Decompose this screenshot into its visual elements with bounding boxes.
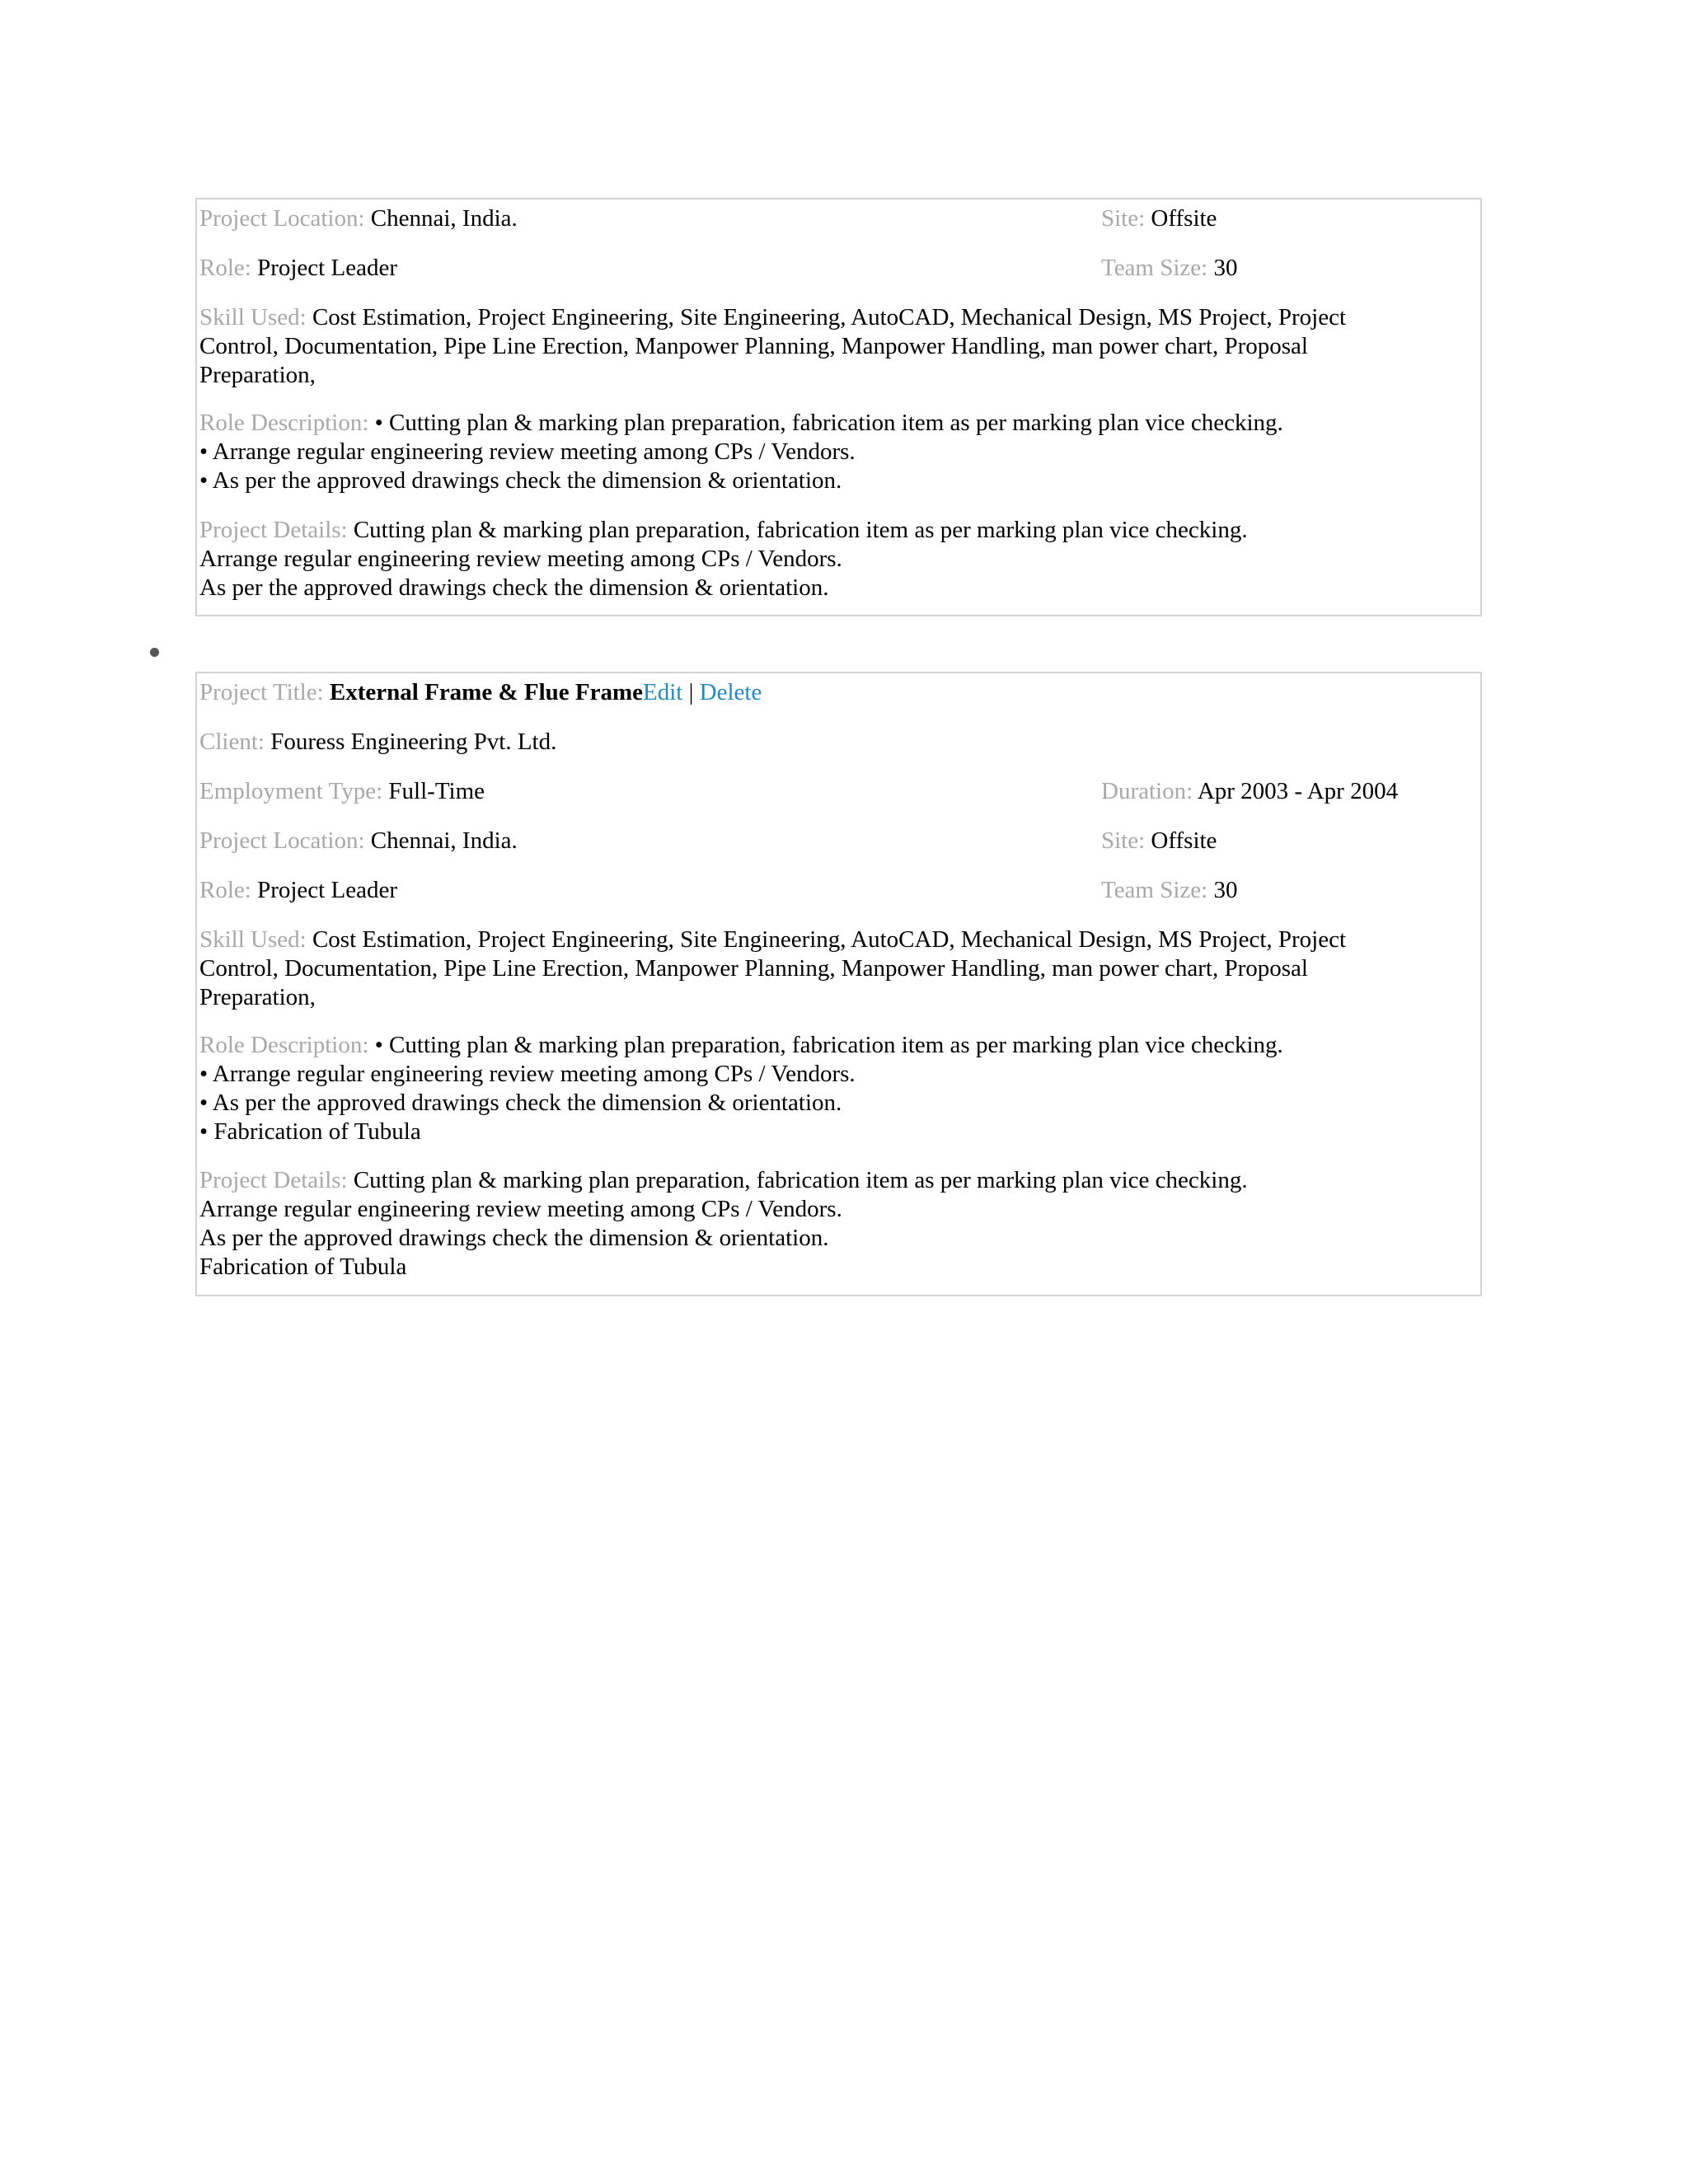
skill-used-label: Skill Used: [199,304,307,330]
team-size-label: Team Size: [1101,255,1208,281]
team-size-value: 30 [1213,877,1238,903]
skill-used-label: Skill Used: [199,926,307,953]
project-details-row [199,1166,1419,1282]
team-size-value: 30 [1213,255,1238,281]
project-details-line: Arrange regular engineering review meeting among CPs / Vendors. [199,546,842,572]
skill-used-value: Cost Estimation, Project Engineering, Site Engineering, AutoCAD, Mechanical Design, MS Project, Project Control, Documentation, Pipe Line Erection, Manpower Planning, Manpower Handling, man power chart, Proposal Preparation, [199,926,1347,1010]
skill-used-row [199,926,1419,1012]
project-location-label: Project Location: [199,827,365,854]
role-value: Project Leader [257,255,397,281]
role-row [199,876,397,905]
edit-link[interactable]: Edit [643,679,683,705]
skill-used-value: Cost Estimation, Project Engineering, Site Engineering, AutoCAD, Mechanical Design, MS Project, Project Control, Documentation, Pipe Line Erection, Manpower Planning, Manpower Handling, man power chart, Proposal Preparation, [199,304,1347,388]
team-size-label: Team Size: [1101,877,1208,903]
role-description-line: • As per the approved drawings check the dimension & orientation. [199,467,842,494]
role-description-label: Role Description: [199,1032,369,1058]
project-card [195,198,1482,616]
project-title-label: Project Title: [199,679,324,705]
skill-used-row [199,303,1419,390]
employment-type-row [199,777,485,806]
employment-type-label: Employment Type: [199,778,383,804]
project-location-row [199,827,518,855]
duration-label: Duration: [1101,778,1193,804]
project-details-label: Project Details: [199,517,348,543]
project-details-line: As per the approved drawings check the dimension & orientation. [199,1225,829,1251]
client-row [199,728,556,757]
project-location-value: Chennai, India. [370,205,518,232]
role-value: Project Leader [257,877,397,903]
role-label: Role: [199,255,251,281]
team-size-row [1101,254,1237,283]
role-description-label: Role Description: [199,410,369,436]
list-bullet-icon [150,648,159,657]
role-description-line: • Arrange regular engineering review meeting among CPs / Vendors. [199,1061,856,1087]
link-separator: | [682,679,700,705]
project-card [195,672,1482,1296]
project-title-row [199,678,762,707]
role-row [199,254,397,283]
client-label: Client: [199,729,265,755]
team-size-row [1101,876,1237,905]
project-location-row [199,204,518,233]
project-details-line: Cutting plan & marking plan preparation, fabrication item as per marking plan vice checking. [353,517,1248,543]
role-description-line: • Arrange regular engineering review meeting among CPs / Vendors. [199,438,856,465]
role-description-line: • As per the approved drawings check the dimension & orientation. [199,1090,842,1116]
site-value: Offsite [1151,827,1217,854]
project-details-row [199,516,1419,602]
role-description-line: • Fabrication of Tubula [199,1118,421,1145]
role-description-line: • Cutting plan & marking plan preparation, fabrication item as per marking plan vice checking. [374,410,1283,436]
role-description-row [199,1031,1419,1146]
project-details-line: Arrange regular engineering review meeting among CPs / Vendors. [199,1196,842,1222]
role-description-line: • Cutting plan & marking plan preparation, fabrication item as per marking plan vice checking. [374,1032,1283,1058]
delete-link[interactable]: Delete [699,679,762,705]
site-row [1101,204,1217,233]
project-details-line: Cutting plan & marking plan preparation, fabrication item as per marking plan vice checking. [353,1167,1248,1193]
site-row [1101,827,1217,855]
site-value: Offsite [1151,205,1217,232]
duration-row [1101,777,1398,806]
role-description-row [199,409,1419,495]
duration-value: Apr 2003 - Apr 2004 [1197,778,1399,804]
site-label: Site: [1101,827,1146,854]
project-details-line: As per the approved drawings check the dimension & orientation. [199,574,829,601]
project-title-value: External Frame & Flue Frame [329,679,644,705]
project-location-label: Project Location: [199,205,365,232]
role-label: Role: [199,877,251,903]
project-details-line: Fabrication of Tubula [199,1254,407,1280]
project-details-label: Project Details: [199,1167,348,1193]
client-value: Fouress Engineering Pvt. Ltd. [270,729,557,755]
site-label: Site: [1101,205,1146,232]
project-location-value: Chennai, India. [370,827,518,854]
employment-type-value: Full-Time [388,778,485,804]
